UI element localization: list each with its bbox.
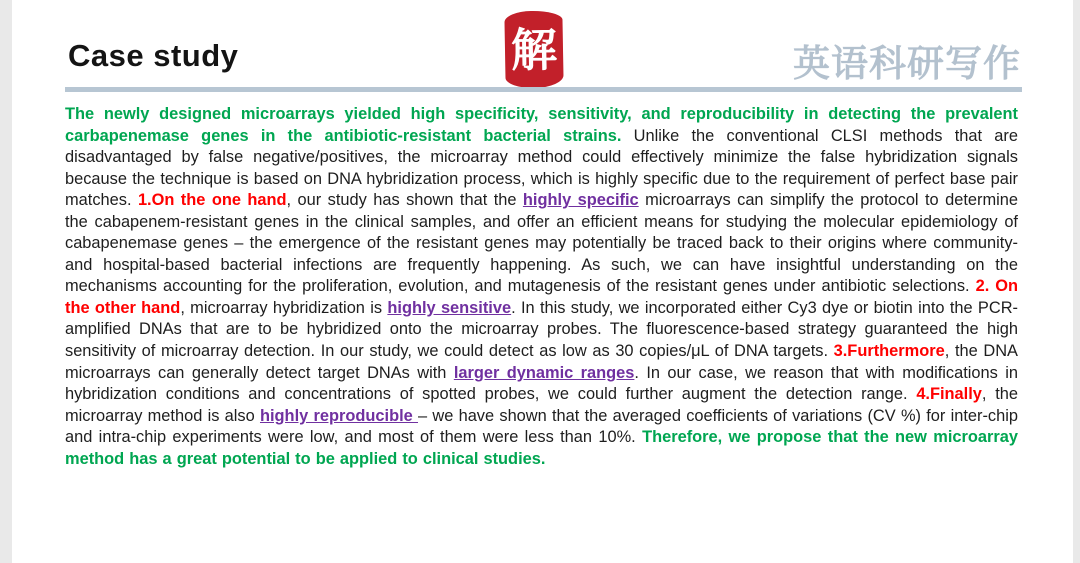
link-highly-sensitive[interactable]: highly sensitive [387,298,512,317]
text-run: Unlike the conventional CLSI methods that are disadvantaged by false negative/positives, the microarray method could effectively minimize the false hybridization signals because the technique is based on DNA hybridization process, which is highly specific due to the requirement of perfect base pair matches. [65,126,1018,210]
link-larger-dynamic-ranges[interactable]: larger dynamic ranges [453,363,635,382]
text-run-green-opening: The newly designed microarrays yielded high specificity, sensitivity, and reproducibility in detecting the prevalent carbapenemase genes in the antibiotic-resistant bacterial strains. [65,105,1018,145]
title-divider [65,87,1022,92]
text-run: . In this study, we incorporated either Cy3 dye or biotin into the PCR-amplified DNAs that are to be hybridized onto the microarray probes. The fluorescence-based strategy guaranteed the high sensitivity of microarray detection. In our study, we could detect as low as 30 copies/μL of DNA targets. [65,298,1018,361]
text-run: . In our case, we reason that with modifications in hybridization conditions and concentrations of spotted probes, we could further augment the detection range. [65,363,1018,404]
text-run: , microarray hybridization is [180,298,388,317]
text-run-green-closing: Therefore, we propose that the new microarray method has a great potential to be applied to clinical studies. [65,428,1018,468]
link-highly-specific[interactable]: highly specific [522,191,639,210]
text-run: – we have shown that the averaged coefficients of variations (CV %) for inter-chip and intra-chip experiments were low, and most of them were less than 10%. [65,406,1019,447]
text-run: , the microarray method is also [65,385,1018,425]
page-title: Case study [68,38,239,73]
text-run-marker-3: 3.Furthermore [833,342,945,361]
case-study-paragraph [65,104,1018,470]
text-run: , our study has shown that the [286,191,523,210]
text-run: microarrays can simplify the protocol to determine the cabapenem-resistant genes in the clinical samples, and offer an efficient means for studying the molecular epidemiology of cabapenemase genes – the emergence of the resistant genes may potentially be traced back to their origins where community- and hospital-based bacterial infections are frequently happening. As such, we can have insightful understanding on the mechanisms accounting for the proliferation, evolution, and mutagenesis of the resistant genes under antibiotic selections. [65,191,1018,296]
link-highly-reproducible[interactable]: highly reproducible [259,406,419,425]
seal-stamp-icon [504,10,563,88]
text-run: , the DNA microarrays can generally detect target DNAs with [65,342,1018,382]
text-run-marker-2: 2. On the other hand [65,277,1018,317]
seal-character: 解 [510,22,558,77]
text-run-marker-1: 1.On the one hand [137,191,287,210]
watermark-brand-text: 英语科研写作 [793,42,1021,85]
slide [12,0,1073,563]
text-run-marker-4: 4.Finally [916,385,982,404]
